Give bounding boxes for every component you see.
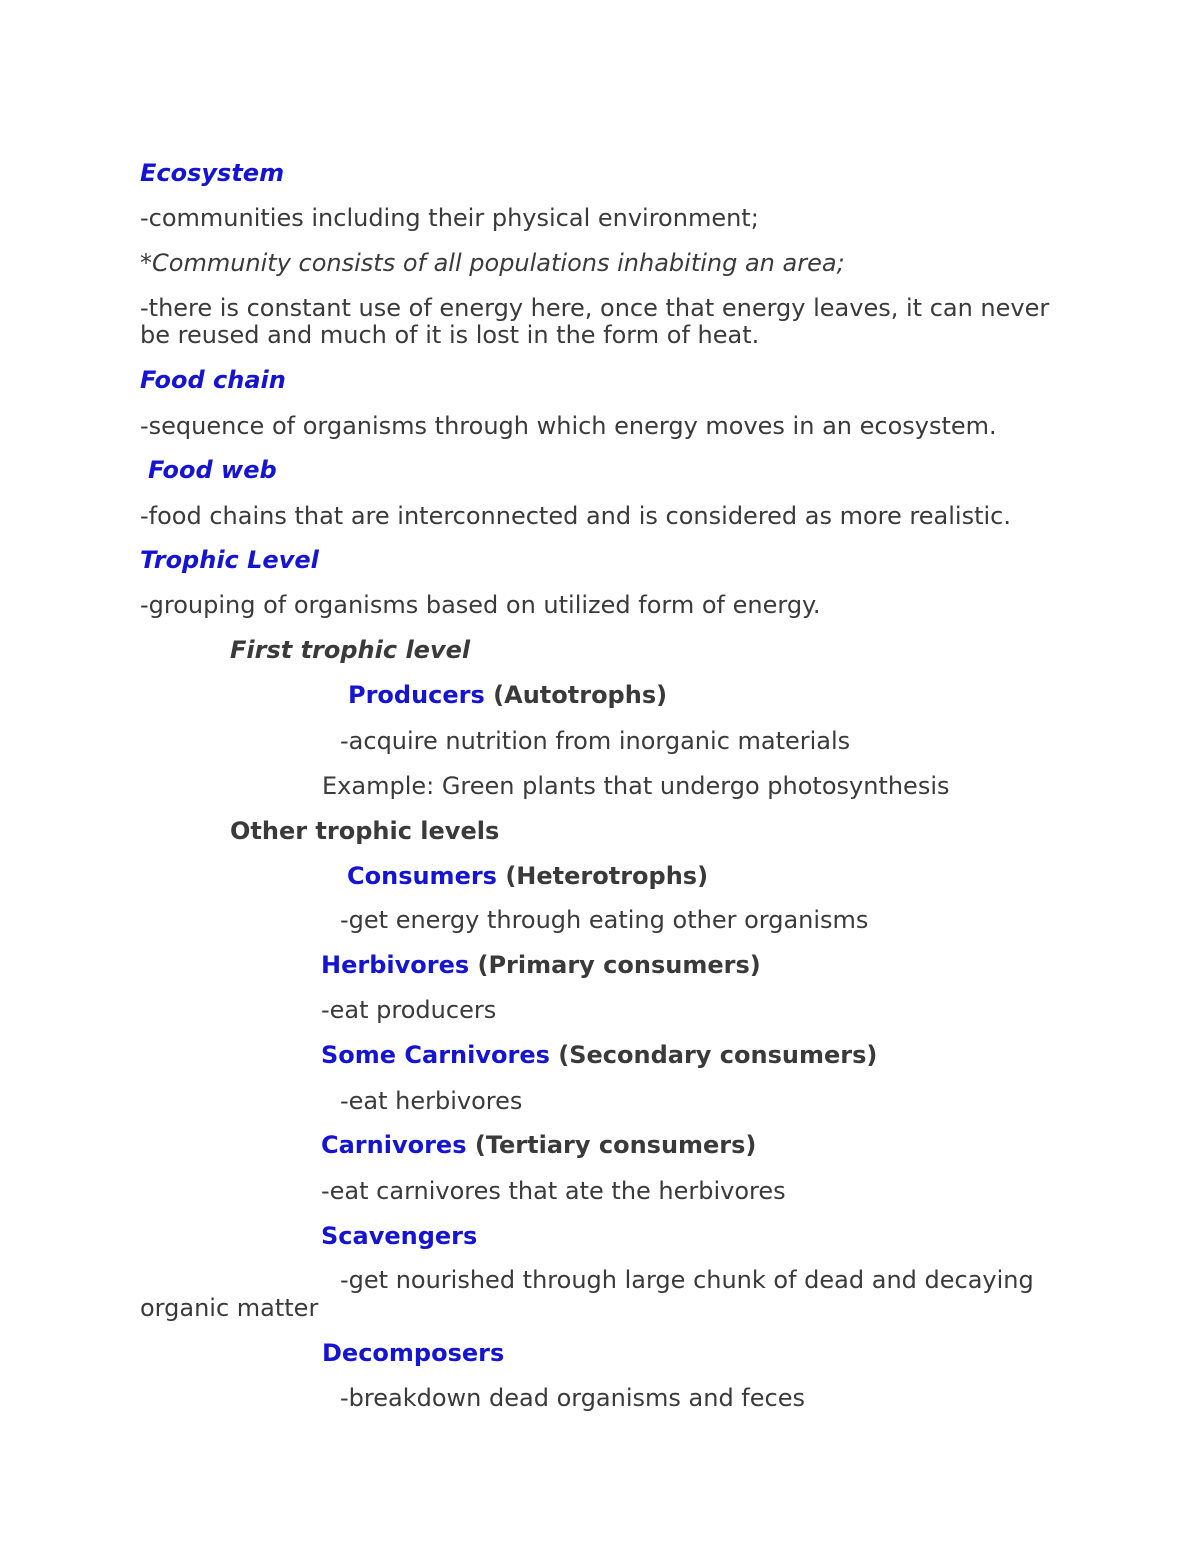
producers-example: Example: Green plants that undergo photosynthesis xyxy=(322,772,950,800)
carnivores-term xyxy=(321,1131,756,1159)
community-note: *Community consists of all populations inhabiting an area; xyxy=(140,249,845,277)
consumers-label: Consumers xyxy=(347,862,497,890)
some-carnivores-term xyxy=(321,1041,877,1069)
food-web-definition: -food chains that are interconnected and is considered as more realistic. xyxy=(140,502,1011,530)
scavengers-description-line1: -get nourished through large chunk of dead and decaying xyxy=(340,1266,1034,1294)
ecosystem-definition: -communities including their physical environment; xyxy=(140,204,759,232)
carnivores-alt-label: (Tertiary consumers) xyxy=(466,1131,757,1159)
trophic-level-heading: Trophic Level xyxy=(140,546,319,574)
trophic-level-definition: -grouping of organisms based on utilized form of energy. xyxy=(140,591,821,619)
energy-note-line2: be reused and much of it is lost in the form of heat. xyxy=(140,321,760,349)
scavengers-term: Scavengers xyxy=(321,1222,478,1250)
decomposers-description: -breakdown dead organisms and feces xyxy=(340,1384,805,1412)
ecosystem-heading: Ecosystem xyxy=(140,159,285,187)
food-chain-heading: Food chain xyxy=(140,366,286,394)
carnivores-description: -eat carnivores that ate the herbivores xyxy=(321,1177,786,1205)
consumers-term xyxy=(347,862,708,890)
some-carnivores-alt-label: (Secondary consumers) xyxy=(549,1041,878,1069)
producers-alt-label: (Autotrophs) xyxy=(484,681,668,709)
herbivores-label: Herbivores xyxy=(321,951,470,979)
food-web-heading: Food web xyxy=(148,456,277,484)
other-trophic-levels-subheading: Other trophic levels xyxy=(230,817,500,845)
producers-description: -acquire nutrition from inorganic materials xyxy=(340,727,851,755)
producers-term xyxy=(348,681,667,709)
herbivores-alt-label: (Primary consumers) xyxy=(469,951,761,979)
consumers-description: -get energy through eating other organisms xyxy=(340,906,869,934)
some-carnivores-description: -eat herbivores xyxy=(340,1087,523,1115)
food-chain-definition: -sequence of organisms through which energy moves in an ecosystem. xyxy=(140,412,997,440)
herbivores-description: -eat producers xyxy=(321,996,497,1024)
consumers-alt-label: (Heterotrophs) xyxy=(496,862,709,890)
producers-label: Producers xyxy=(348,681,485,709)
energy-note-line1: -there is constant use of energy here, once that energy leaves, it can never xyxy=(140,294,1050,322)
some-carnivores-label: Some Carnivores xyxy=(321,1041,550,1069)
decomposers-term: Decomposers xyxy=(322,1339,505,1367)
carnivores-label: Carnivores xyxy=(321,1131,467,1159)
scavengers-description-line2: organic matter xyxy=(140,1294,319,1322)
herbivores-term xyxy=(321,951,761,979)
first-trophic-level-subheading: First trophic level xyxy=(230,636,471,664)
